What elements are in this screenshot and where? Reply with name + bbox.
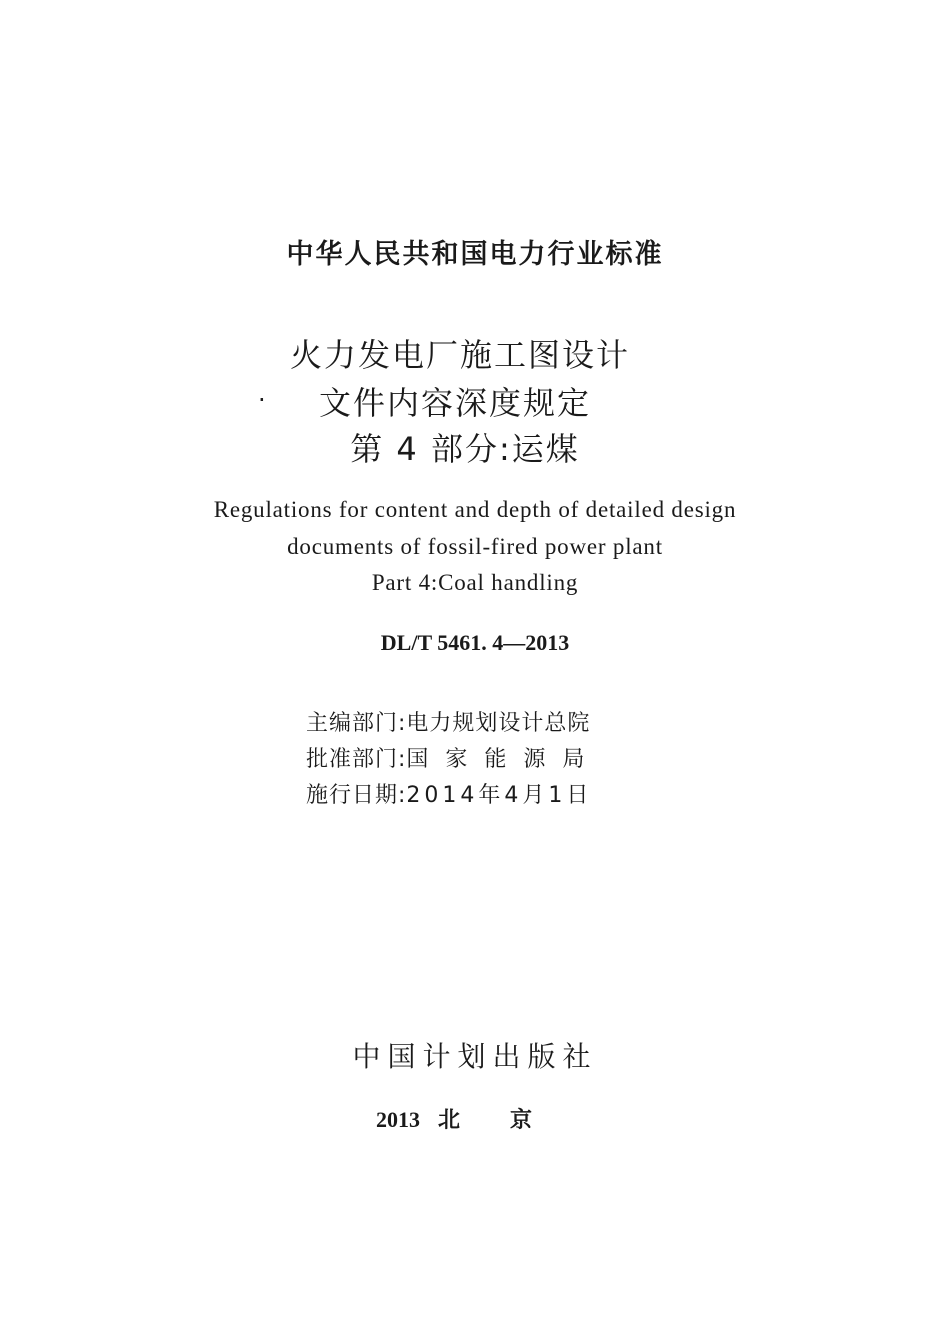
effective-date-label: 施行日期: [306,783,407,808]
chinese-title-line-3: 第 4 部分:运煤 [350,430,580,468]
effective-date-value: 2014年4月1日 [406,783,593,808]
standard-code: DL/T 5461. 4—2013 [380,630,570,655]
publisher-name: 中国计划出版社 [352,1040,598,1073]
effective-date-row [306,778,592,809]
approver-value: 国家能源局 [406,747,602,772]
standard-type-heading: 中华人民共和国电力行业标准 [286,239,664,270]
approver-row [306,742,601,773]
chinese-title-line-2: 文件内容深度规定 [318,384,591,422]
editor-label: 主编部门: [306,711,407,736]
stray-dot-mark: · [258,386,266,414]
editor-row [306,706,590,737]
imprint-line [376,1103,582,1134]
chinese-title-line-1: 火力发电厂施工图设计 [289,336,630,374]
english-title-line-1: Regulations for content and depth of detailed design [213,497,737,522]
english-title-line-3: Part 4:Coal handling [371,570,579,595]
approver-label: 批准部门: [306,747,407,772]
english-title-line-2: documents of fossil-fired power plant [287,534,663,559]
imprint-city: 北京 [438,1108,583,1133]
editor-value: 电力规划设计总院 [406,711,591,736]
imprint-year: 2013 [376,1107,420,1132]
